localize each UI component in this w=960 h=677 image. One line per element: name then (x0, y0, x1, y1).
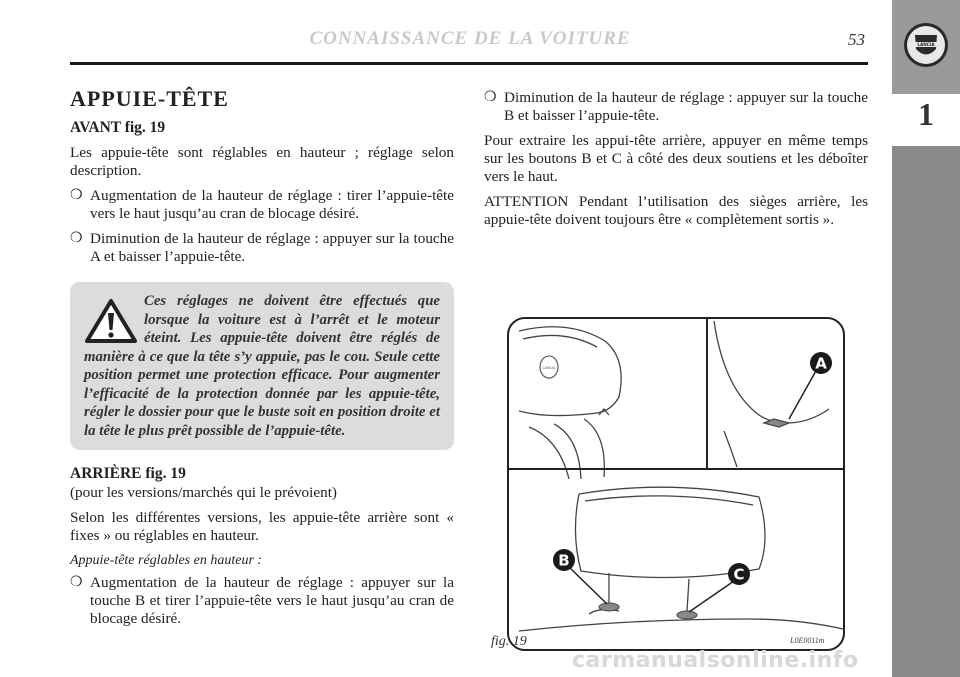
watermark: carmanualsonline.info (572, 648, 859, 673)
rear-intro: Selon les différentes versions, les appuie-tête arrière sont « fixes » ou réglables en hauteur. (70, 509, 454, 544)
logo-text: LANCIA (917, 42, 935, 48)
front-intro: Les appuie-tête sont réglables en hauteur ; réglage selon description. (70, 144, 454, 179)
zoom-detail-drawing (714, 321, 829, 467)
bullet-text: Augmentation de la hauteur de réglage : appuyer sur la touche B et tirer l’appuie-tête vers le haut jusqu’au cran de blocage désiré. (90, 574, 454, 627)
front-heading: AVANT fig. 19 (70, 119, 166, 136)
bullet-marker: ❍ (70, 231, 83, 246)
bullet-text: Diminution de la hauteur de réglage : appuyer sur la touche B et baisser l’appuie-tête. (504, 89, 868, 124)
left-column (70, 86, 454, 635)
lancia-logo (903, 22, 949, 68)
list-item (70, 230, 454, 266)
label-c-leader (689, 581, 734, 612)
page-number: 53 (848, 30, 865, 49)
header-rule (70, 62, 868, 65)
bullet-marker: ❍ (70, 575, 83, 590)
figure-19 (507, 317, 845, 651)
bullet-text: Diminution de la hauteur de réglage : appuyer sur la touche A et baisser l’appuie-tête. (90, 230, 454, 265)
list-item (70, 187, 454, 223)
list-item (70, 574, 454, 628)
rear-note: (pour les versions/marchés qui le prévoient) (70, 484, 337, 501)
warning-box (70, 282, 454, 450)
attention-paragraph: ATTENTION Pendant l’utilisation des sièges arrière, les appuie-tête doivent toujours être « complètement sortis ». (484, 193, 868, 228)
button-b-shape (599, 603, 619, 611)
label-c: C (733, 565, 745, 584)
figure-code: L0E0011m (790, 636, 825, 645)
rear-heading: ARRIÈRE fig. 19 (70, 465, 186, 482)
running-header: CONNAISSANCE DE LA VOITURE (309, 28, 631, 49)
adjustable-subheading: Appuie-tête réglables en hauteur : (70, 553, 263, 568)
headrest-illustration (509, 319, 843, 649)
warning-triangle-icon (84, 298, 138, 344)
section-title: APPUIE-TÊTE (70, 86, 229, 111)
bullet-marker: ❍ (484, 90, 497, 105)
label-a: A (815, 354, 827, 373)
figure-caption: fig. 19 (491, 634, 527, 649)
bullet-marker: ❍ (70, 188, 83, 203)
rear-extract-paragraph: Pour extraire les appui-tête arrière, appuyer en même temps sur les boutons B et C à côté des deux soutiens et les déboîter vers le haut. (484, 132, 868, 185)
front-headrest-drawing (519, 327, 621, 479)
list-item (484, 89, 868, 125)
warning-text: Ces réglages ne doivent être effectués que lorsque la voiture est à l’arrêt et le moteur éteint. Les appuie-tête doivent être réglés de manière à ce que la tête s’y appuie, pas le cou. Seule cette position permet une protection efficace. Pour augmenter l’efficacité de la protection donnée par les appuie-tête, régler le dossier pour que le buste soit en position droite et la tête le plus prêt possible de l’appuie-tête. (84, 293, 440, 439)
right-column (484, 89, 868, 236)
button-c-shape (677, 611, 697, 619)
chapter-number: 1 (918, 96, 934, 132)
seat-logo-text: LANCIA (542, 366, 556, 370)
label-b: B (558, 551, 570, 570)
bullet-text: Augmentation de la hauteur de réglage : tirer l’appuie-tête vers le haut jusqu’au cran de blocage désiré. (90, 187, 454, 222)
label-a-leader (789, 369, 817, 419)
